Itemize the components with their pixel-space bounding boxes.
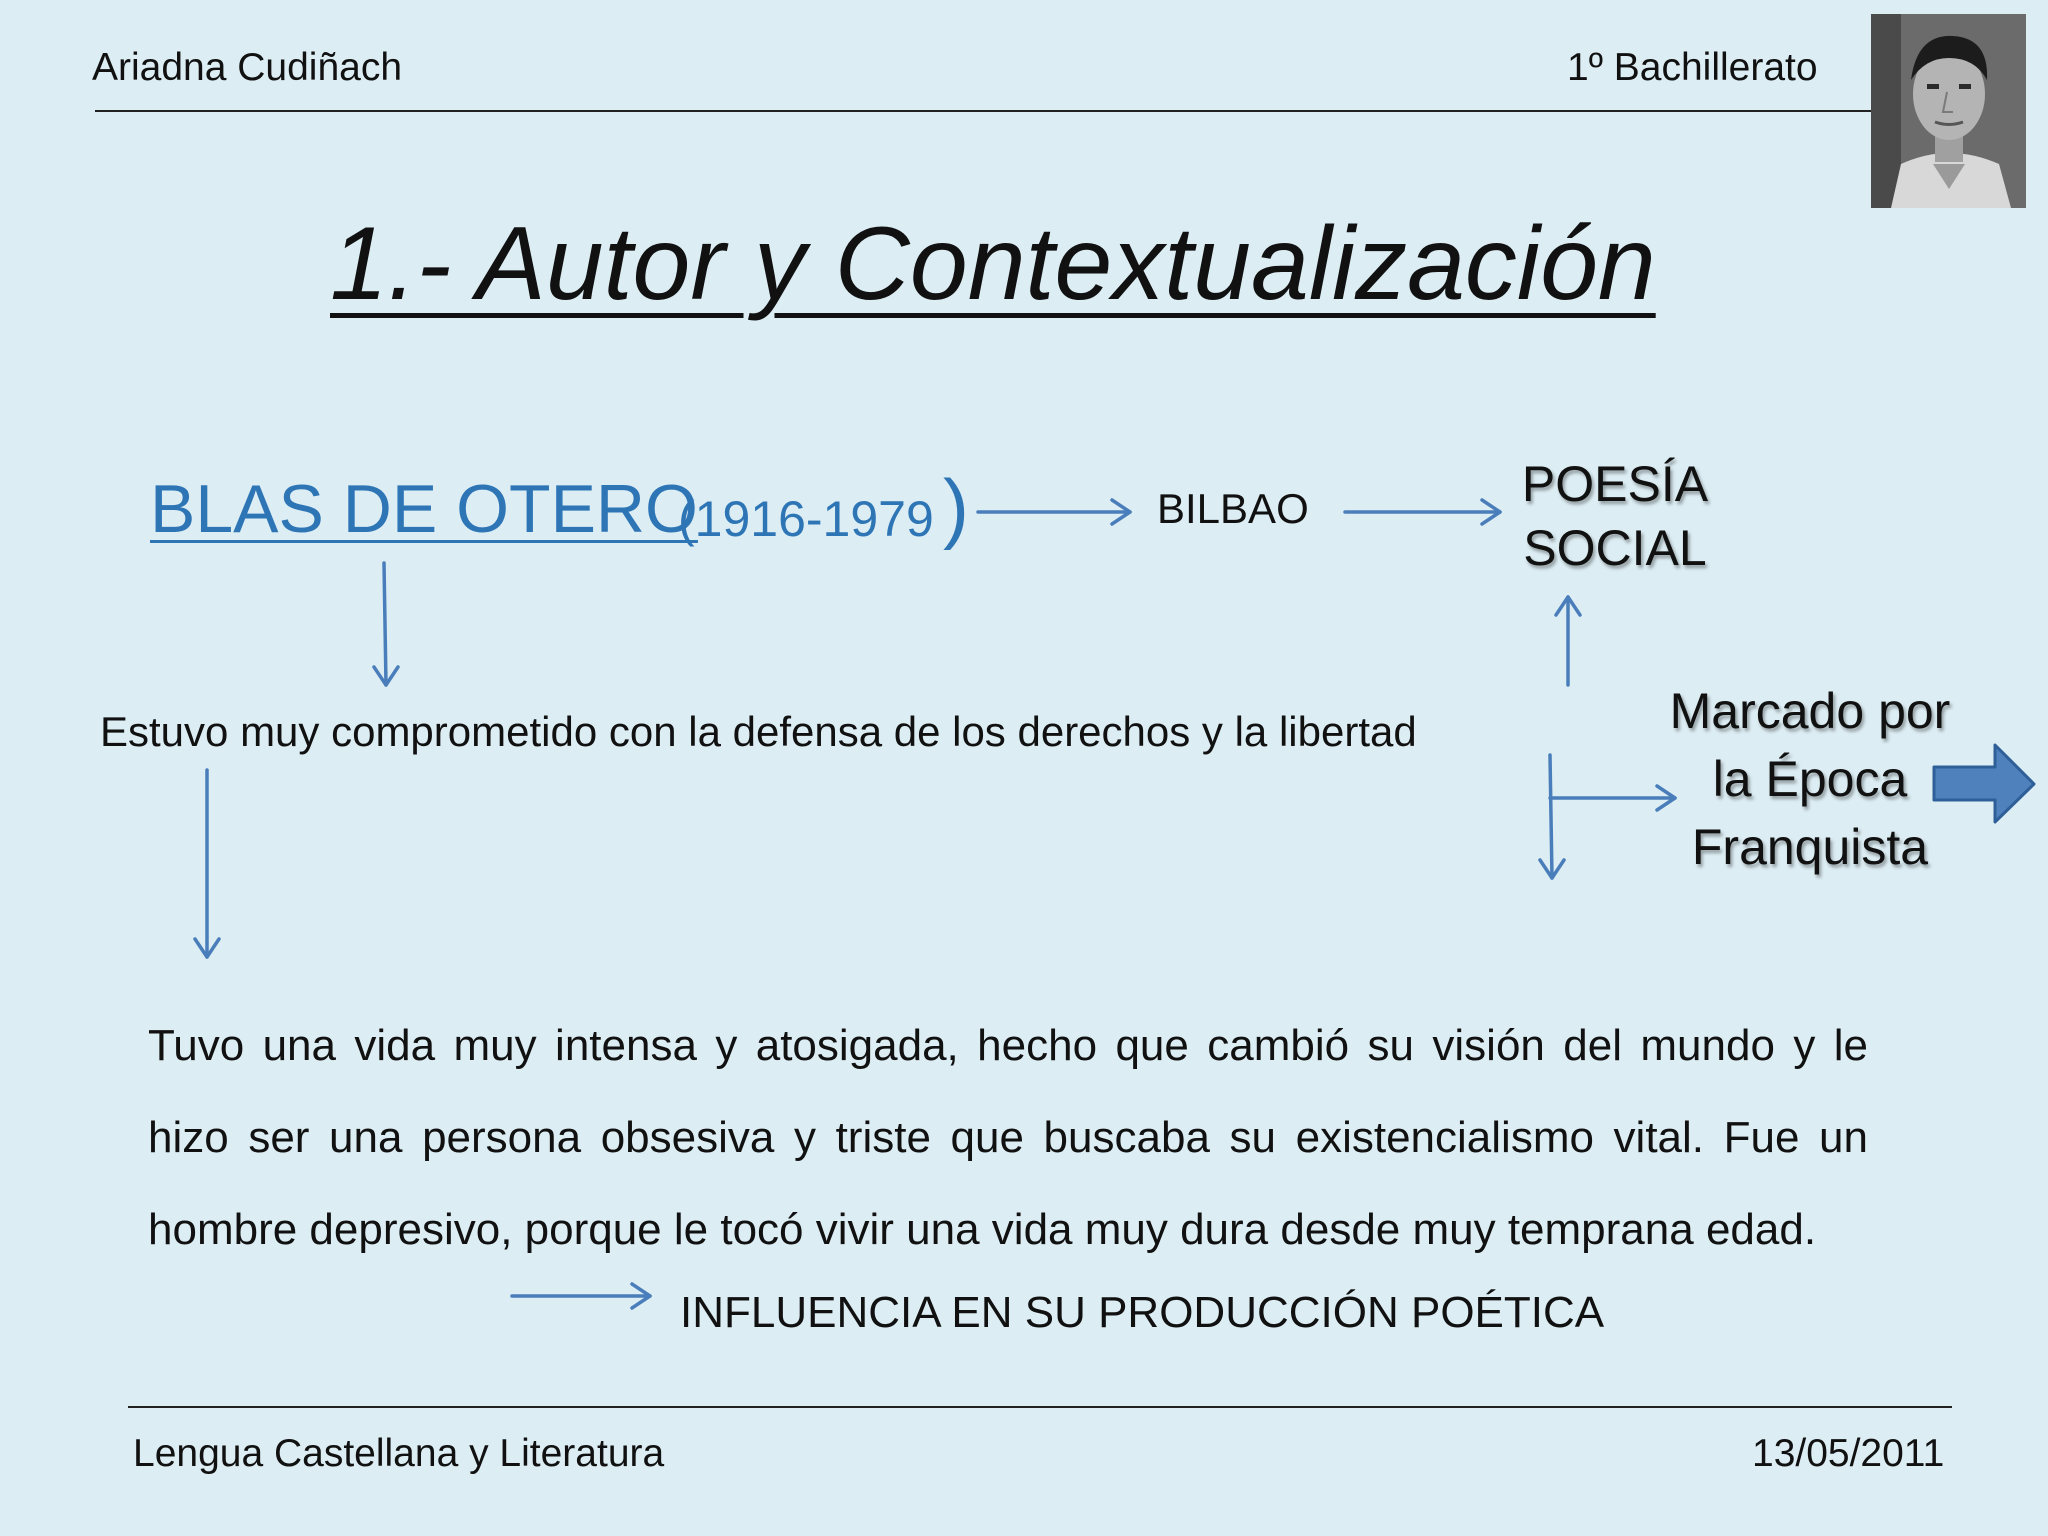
- biography-paragraph: Tuvo una vida muy intensa y atosigada, hecho que cambió su visión del mundo y le hizo ser una persona obsesiva y triste que buscaba su existencialismo vital. Fue un hombre depresivo, porque le tocó vivir una vida muy dura desde muy temprana edad.: [148, 1021, 1868, 1254]
- arrow-bilbao-to-poetry: [1345, 500, 1500, 524]
- slide-title: 1.- Autor y Contextualización: [330, 206, 1656, 322]
- commitment-text: Estuvo muy comprometido con la defensa de los derechos y la libertad: [100, 708, 1417, 755]
- footer-rule: [128, 1406, 1952, 1408]
- author-years: (1916-1979: [678, 491, 934, 547]
- marked-line1: Marcado por: [1669, 683, 1951, 739]
- poetry-line2: SOCIAL: [1523, 520, 1707, 576]
- poetry-line1: POESÍA: [1521, 456, 1709, 512]
- marked-line2: la Época: [1712, 751, 1908, 807]
- marked-line3: Franquista: [1691, 819, 1929, 875]
- arrow-branch: [1540, 755, 1675, 878]
- city-label: BILBAO: [1157, 485, 1309, 532]
- arrow-to-influence: [512, 1284, 650, 1308]
- author-heading: BLAS DE OTERO: [150, 471, 698, 547]
- block-arrow-right: [1934, 745, 2034, 822]
- closing-paren: ): [943, 463, 969, 551]
- arrow-author-to-bilbao: [978, 500, 1130, 524]
- arrow-up-to-poetry: [1556, 597, 1580, 685]
- arrow-commitment-down: [195, 770, 219, 957]
- arrow-author-down: [374, 563, 398, 685]
- course-label: 1º Bachillerato: [1567, 46, 1818, 89]
- date-label: 13/05/2011: [1752, 1432, 1945, 1475]
- influence-label: INFLUENCIA EN SU PRODUCCIÓN POÉTICA: [680, 1288, 1605, 1337]
- subject-label: Lengua Castellana y Literatura: [133, 1432, 665, 1475]
- author-name: Ariadna Cudiñach: [92, 46, 403, 89]
